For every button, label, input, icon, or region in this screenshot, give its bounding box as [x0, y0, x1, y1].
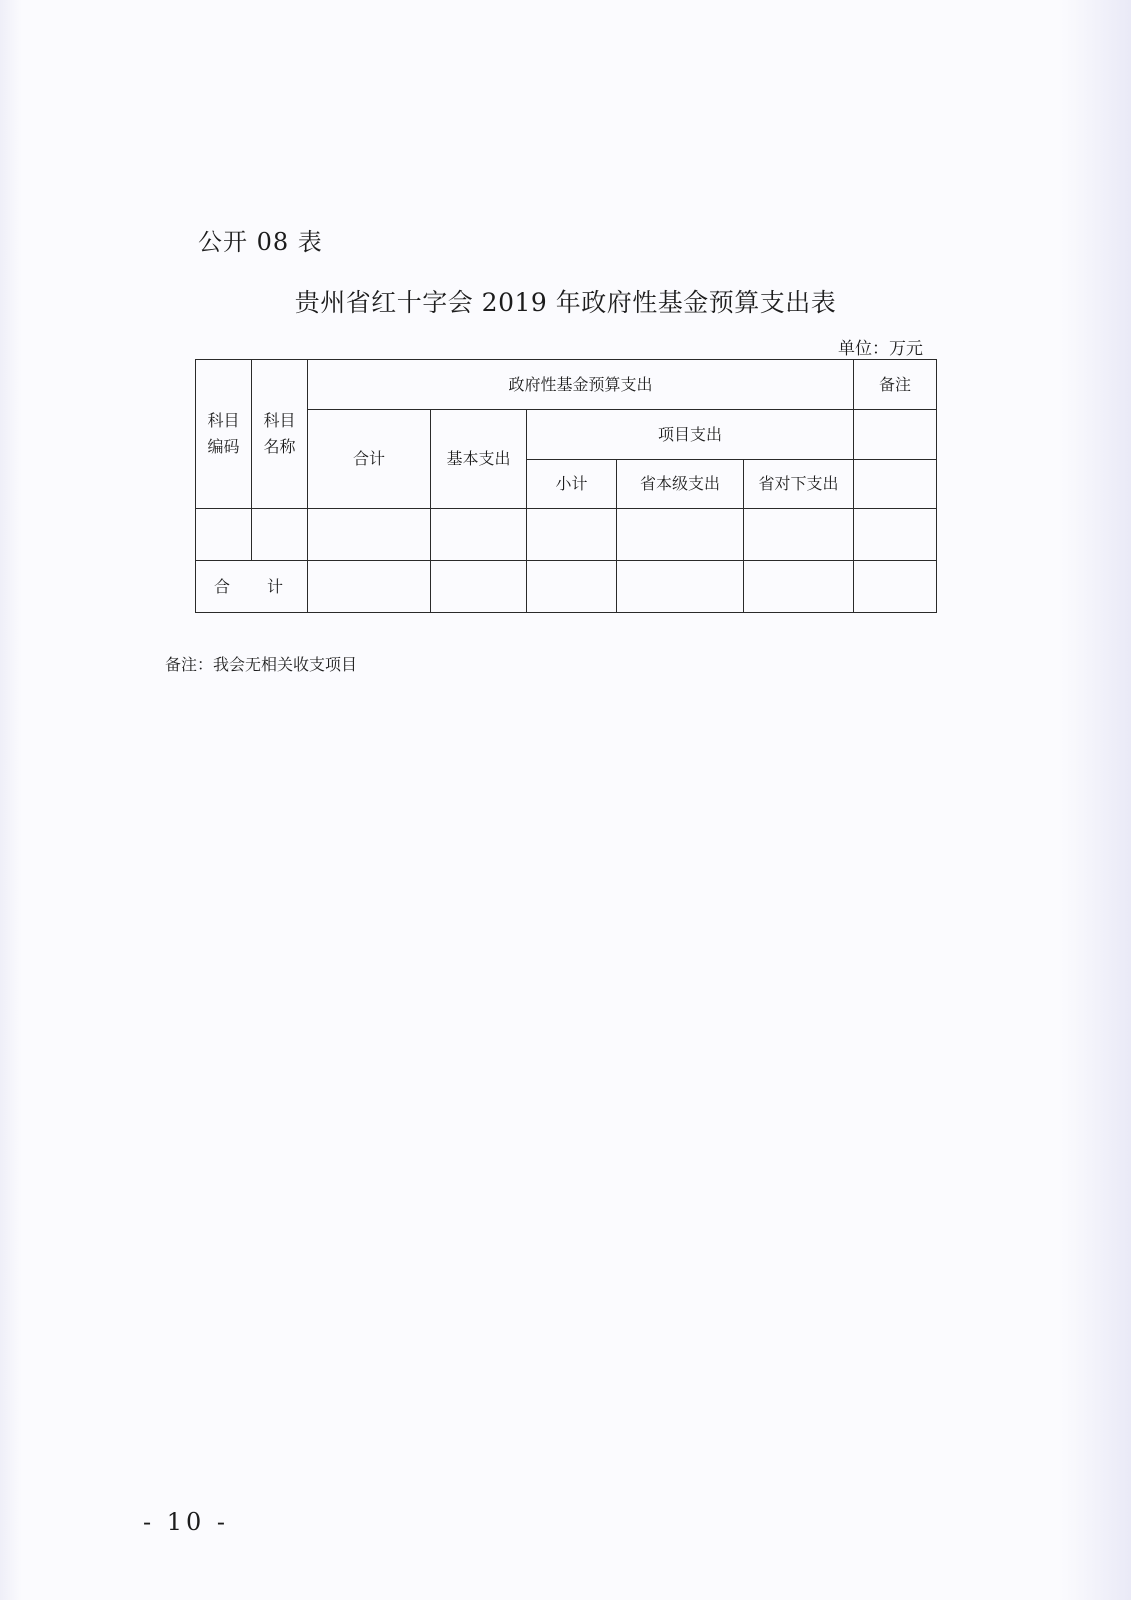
total-label: 合 计 — [196, 561, 308, 613]
unit-label: 单位：万元 — [838, 339, 923, 359]
header-total: 合计 — [308, 410, 431, 509]
table-cell — [196, 509, 252, 561]
total-cell — [527, 561, 617, 613]
table-row — [196, 509, 937, 561]
header-subtotal: 小计 — [527, 460, 617, 509]
header-project-expenditure: 项目支出 — [527, 410, 854, 460]
table-cell — [308, 509, 431, 561]
table-number: 公开 08 表 — [198, 228, 323, 256]
total-cell — [308, 561, 431, 613]
header-subject-code-line2: 编码 — [207, 437, 240, 456]
total-cell — [744, 561, 854, 613]
header-fund-budget-expenditure: 政府性基金预算支出 — [308, 360, 854, 410]
remark-note: 备注：我会无相关收支项目 — [165, 655, 358, 674]
header-remarks-blank-2 — [854, 460, 937, 509]
total-cell — [431, 561, 527, 613]
header-transfer-to-lower: 省对下支出 — [744, 460, 854, 509]
total-row — [196, 561, 937, 613]
table-cell — [744, 509, 854, 561]
header-remarks-blank-1 — [854, 410, 937, 460]
header-basic-expenditure: 基本支出 — [431, 410, 527, 509]
header-subject-name-line1: 科目 — [263, 411, 296, 430]
page-edge-shadow-right — [1061, 0, 1131, 1600]
page-number: - 10 - — [143, 1508, 230, 1536]
header-subject-code — [196, 360, 252, 509]
budget-table — [195, 359, 937, 613]
header-row-1 — [196, 360, 937, 410]
header-subject-name — [252, 360, 308, 509]
table-cell — [252, 509, 308, 561]
document-title: 贵州省红十字会 2019 年政府性基金预算支出表 — [294, 288, 837, 317]
table-cell — [617, 509, 744, 561]
header-row-2 — [196, 410, 937, 460]
header-subject-code-line1: 科目 — [207, 411, 240, 430]
table-cell — [854, 509, 937, 561]
header-subject-name-line2: 名称 — [263, 437, 296, 456]
table-cell — [431, 509, 527, 561]
total-cell — [854, 561, 937, 613]
header-provincial-level: 省本级支出 — [617, 460, 744, 509]
total-cell — [617, 561, 744, 613]
page-edge-shadow-left — [0, 0, 22, 1600]
header-remarks: 备注 — [854, 360, 937, 410]
table-cell — [527, 509, 617, 561]
